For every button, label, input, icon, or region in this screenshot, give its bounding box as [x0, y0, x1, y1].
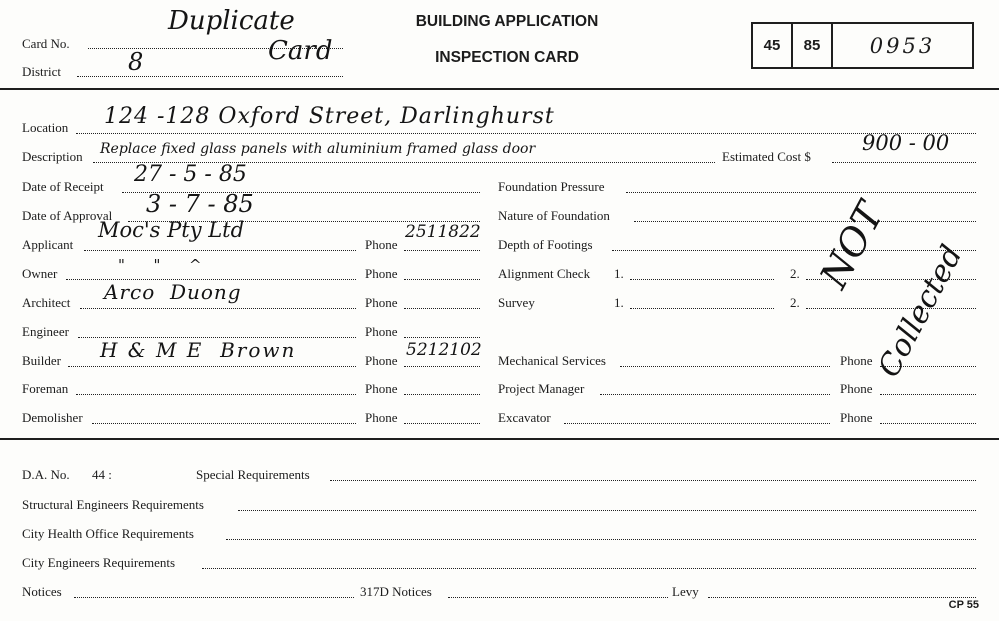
owner-phone-label: Phone	[365, 266, 398, 281]
engineer-phone-dotted-line	[404, 337, 480, 338]
notices-label: Notices	[22, 584, 62, 599]
builder-phone-value: 5212102	[406, 340, 482, 360]
notices-317d-dotted-line	[448, 597, 668, 598]
demolisher-label: Demolisher	[22, 410, 83, 425]
not-collected-annotation	[811, 195, 992, 384]
engineer-phone-label: Phone	[365, 324, 398, 339]
project-manager-phone-label: Phone	[840, 381, 873, 396]
district-value: 8	[128, 48, 144, 76]
engineer-label: Engineer	[22, 324, 69, 339]
mechanical-services-dotted-line	[620, 366, 830, 367]
builder-phone-label: Phone	[365, 353, 398, 368]
demolisher-dotted-line	[92, 423, 356, 424]
demolisher-phone-dotted-line	[404, 423, 480, 424]
excavator-label: Excavator	[498, 410, 551, 425]
architect-dotted-line	[80, 308, 356, 309]
project-manager-label: Project Manager	[498, 381, 585, 396]
architect-phone-dotted-line	[404, 308, 480, 309]
middle-divider	[0, 438, 999, 440]
annotation-collected: Collected	[871, 239, 970, 384]
card-no-label: Card No.	[22, 36, 70, 51]
foundation-pressure-label: Foundation Pressure	[498, 179, 605, 194]
architect-value: Arco Duong	[104, 280, 242, 304]
location-dotted-line	[76, 133, 976, 134]
alignment-check-2-label: 2.	[790, 266, 800, 281]
architect-label: Architect	[22, 295, 71, 310]
number-cell-2: 85	[793, 24, 833, 67]
form-code: CP 55	[948, 599, 979, 611]
structural-engineers-label: Structural Engineers Requirements	[22, 497, 204, 512]
builder-value: H & M E Brown	[100, 338, 297, 362]
date-of-receipt-label: Date of Receipt	[22, 179, 104, 194]
builder-phone-dotted-line	[404, 366, 480, 367]
card-number-box	[751, 22, 974, 69]
number-cell-3: 0953	[869, 33, 936, 58]
excavator-phone-dotted-line	[880, 423, 976, 424]
depth-of-footings-label: Depth of Footings	[498, 237, 593, 252]
card-word: Card	[268, 36, 333, 66]
card-no-value: Duplicate	[168, 6, 295, 36]
survey-1-label: 1.	[614, 295, 624, 310]
project-manager-dotted-line	[600, 394, 830, 395]
applicant-phone-value: 2511822	[405, 222, 481, 242]
survey-label: Survey	[498, 295, 535, 310]
estimated-cost-value: 900 - 00	[862, 131, 950, 155]
number-cell-1: 45	[753, 24, 793, 67]
description-label: Description	[22, 149, 83, 164]
description-value: Replace fixed glass panels with aluminium framed glass door	[100, 141, 536, 157]
da-no-value: 44 :	[92, 467, 112, 482]
structural-engineers-dotted-line	[238, 510, 976, 511]
title-line1: BUILDING APPLICATION	[415, 13, 599, 30]
excavator-phone-label: Phone	[840, 410, 873, 425]
alignment-check-1-label: 1.	[614, 266, 624, 281]
mechanical-services-phone-label: Phone	[840, 353, 873, 368]
builder-label: Builder	[22, 353, 61, 368]
alignment-check-1-dotted-line	[630, 279, 774, 280]
foreman-phone-label: Phone	[365, 381, 398, 396]
mechanical-services-label: Mechanical Services	[498, 353, 606, 368]
architect-phone-label: Phone	[365, 295, 398, 310]
special-requirements-label: Special Requirements	[196, 467, 310, 482]
date-of-approval-value: 3 - 7 - 85	[146, 190, 254, 218]
applicant-dotted-line	[84, 250, 356, 251]
owner-value: " " ^	[118, 256, 202, 274]
foreman-label: Foreman	[22, 381, 69, 396]
levy-label: Levy	[672, 584, 699, 599]
city-engineers-label: City Engineers Requirements	[22, 555, 176, 570]
excavator-dotted-line	[564, 423, 830, 424]
applicant-label: Applicant	[22, 237, 74, 252]
levy-dotted-line	[708, 597, 976, 598]
owner-label: Owner	[22, 266, 58, 281]
special-requirements-dotted-line	[330, 480, 976, 481]
date-of-receipt-value: 27 - 5 - 85	[134, 162, 247, 187]
estimated-cost-dotted-line	[832, 162, 976, 163]
demolisher-phone-label: Phone	[365, 410, 398, 425]
applicant-phone-dotted-line	[404, 250, 480, 251]
foundation-pressure-dotted-line	[626, 192, 976, 193]
nature-of-foundation-label: Nature of Foundation	[498, 208, 610, 223]
foreman-dotted-line	[76, 394, 356, 395]
survey-2-label: 2.	[790, 295, 800, 310]
applicant-value: Moc's Pty Ltd	[98, 218, 245, 242]
builder-dotted-line	[68, 366, 356, 367]
applicant-phone-label: Phone	[365, 237, 398, 252]
date-of-approval-label: Date of Approval	[22, 208, 113, 223]
estimated-cost-label: Estimated Cost $	[722, 149, 811, 164]
location-value: 124 -128 Oxford Street, Darlinghurst	[104, 104, 555, 129]
project-manager-phone-dotted-line	[880, 394, 976, 395]
owner-phone-dotted-line	[404, 279, 480, 280]
city-health-dotted-line	[226, 539, 976, 540]
top-divider	[0, 88, 999, 90]
district-dotted-line	[77, 76, 343, 77]
title-line2: INSPECTION CARD	[435, 49, 579, 66]
district-label: District	[22, 64, 61, 79]
location-label: Location	[22, 120, 69, 135]
da-no-label: D.A. No.	[22, 467, 70, 482]
notices-dotted-line	[74, 597, 354, 598]
survey-1-dotted-line	[630, 308, 774, 309]
annotation-not: NOT	[811, 195, 893, 296]
city-health-label: City Health Office Requirements	[22, 526, 194, 541]
alignment-check-label: Alignment Check	[498, 266, 591, 281]
foreman-phone-dotted-line	[404, 394, 480, 395]
city-engineers-dotted-line	[202, 568, 976, 569]
notices-317d-label: 317D Notices	[360, 584, 432, 599]
